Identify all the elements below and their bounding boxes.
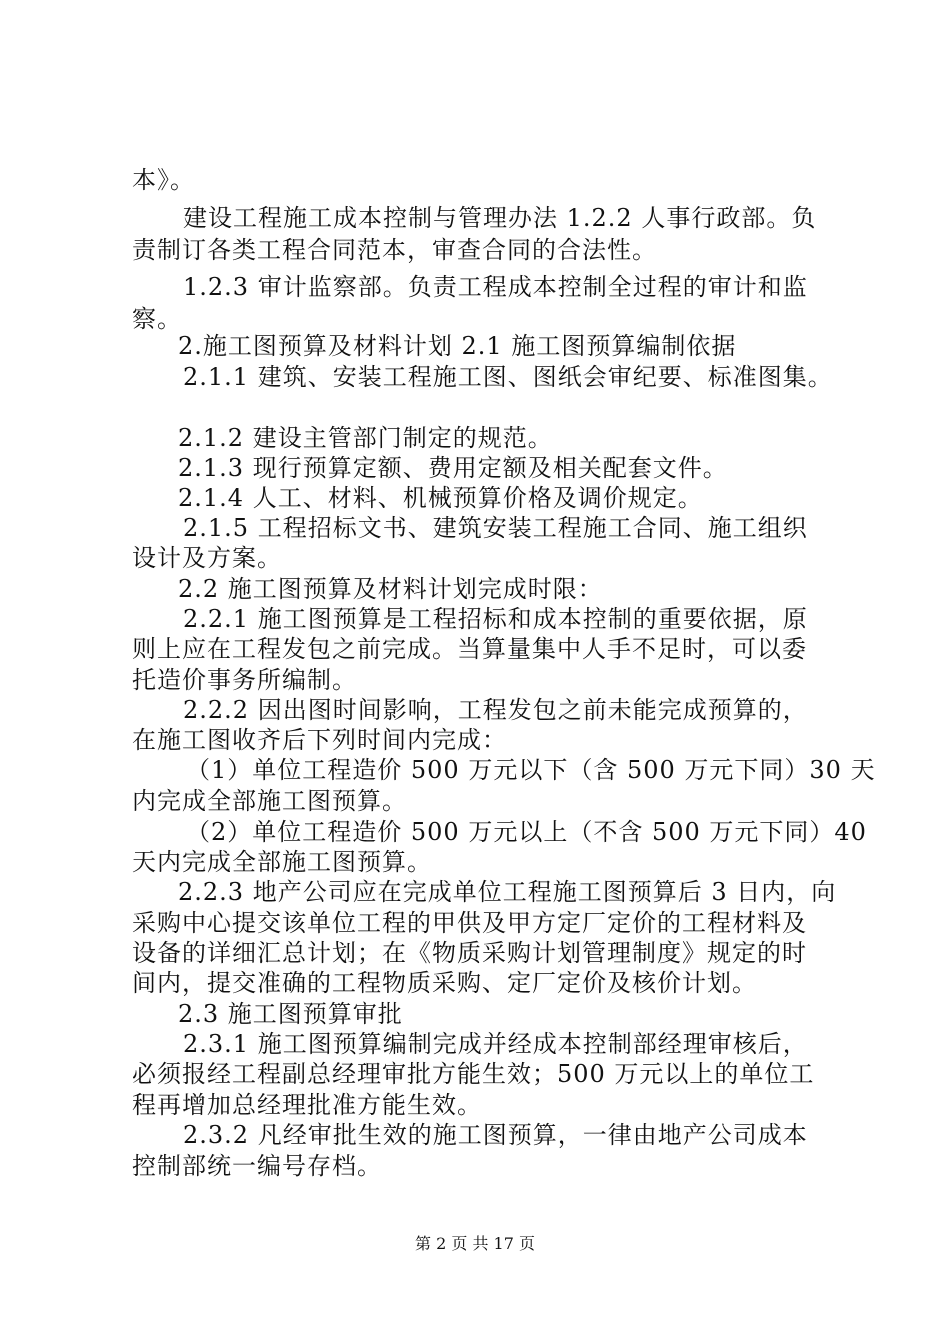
text-line: 2.2.3 地产公司应在完成单位工程施工图预算后 3 日内，向 [178, 878, 837, 906]
text-line: 1.2.3 审计监察部。负责工程成本控制全过程的审计和监 [183, 273, 808, 301]
text-line: 程再增加总经理批准方能生效。 [132, 1091, 482, 1119]
text-line: 2.2 施工图预算及材料计划完成时限： [178, 575, 603, 603]
text-line: 2.1.5 工程招标文书、建筑安装工程施工合同、施工组织 [183, 514, 808, 542]
text-line: 采购中心提交该单位工程的甲供及甲方定厂定价的工程材料及 [132, 909, 807, 937]
text-line: （2）单位工程造价 500 万元以上（不含 500 万元下同）40 [186, 818, 867, 846]
text-line: 则上应在工程发包之前完成。当算量集中人手不足时，可以委 [132, 635, 807, 663]
text-line: 2.2.2 因出图时间影响，工程发包之前未能完成预算的， [183, 696, 808, 724]
text-line: 2.1.3 现行预算定额、费用定额及相关配套文件。 [178, 454, 728, 482]
text-line: 2.1.1 建筑、安装工程施工图、图纸会审纪要、标准图集。 [183, 363, 833, 391]
text-line: 必须报经工程副总经理审批方能生效；500 万元以上的单位工 [132, 1060, 815, 1088]
text-line: 内完成全部施工图预算。 [132, 787, 407, 815]
text-line: 建设工程施工成本控制与管理办法 1.2.2 人事行政部。负 [183, 204, 817, 232]
text-line: 设备的详细汇总计划；在《物质采购计划管理制度》规定的时 [132, 939, 807, 967]
text-line: 2.施工图预算及材料计划 2.1 施工图预算编制依据 [178, 332, 737, 360]
text-line: 2.3.2 凡经审批生效的施工图预算，一律由地产公司成本 [183, 1121, 808, 1149]
text-line: 在施工图收齐后下列时间内完成： [132, 726, 507, 754]
text-line: 察。 [132, 305, 182, 333]
text-line: 天内完成全部施工图预算。 [132, 848, 432, 876]
text-line: 间内，提交准确的工程物质采购、定厂定价及核价计划。 [132, 969, 757, 997]
text-line: （1）单位工程造价 500 万元以下（含 500 万元下同）30 天 [186, 756, 876, 784]
text-line: 2.3.1 施工图预算编制完成并经成本控制部经理审核后， [183, 1030, 808, 1058]
text-line: 控制部统一编号存档。 [132, 1152, 382, 1180]
text-line: 托造价事务所编制。 [132, 666, 357, 694]
page-number-footer: 第 2 页 共 17 页 [415, 1234, 535, 1253]
text-line: 2.3 施工图预算审批 [178, 1000, 403, 1028]
text-line: 设计及方案。 [132, 544, 282, 572]
text-line: 本》。 [132, 166, 195, 194]
text-line: 2.1.2 建设主管部门制定的规范。 [178, 424, 553, 452]
text-line: 2.1.4 人工、材料、机械预算价格及调价规定。 [178, 484, 703, 512]
text-line: 责制订各类工程合同范本，审查合同的合法性。 [132, 236, 657, 264]
text-line: 2.2.1 施工图预算是工程招标和成本控制的重要依据，原 [183, 605, 808, 633]
